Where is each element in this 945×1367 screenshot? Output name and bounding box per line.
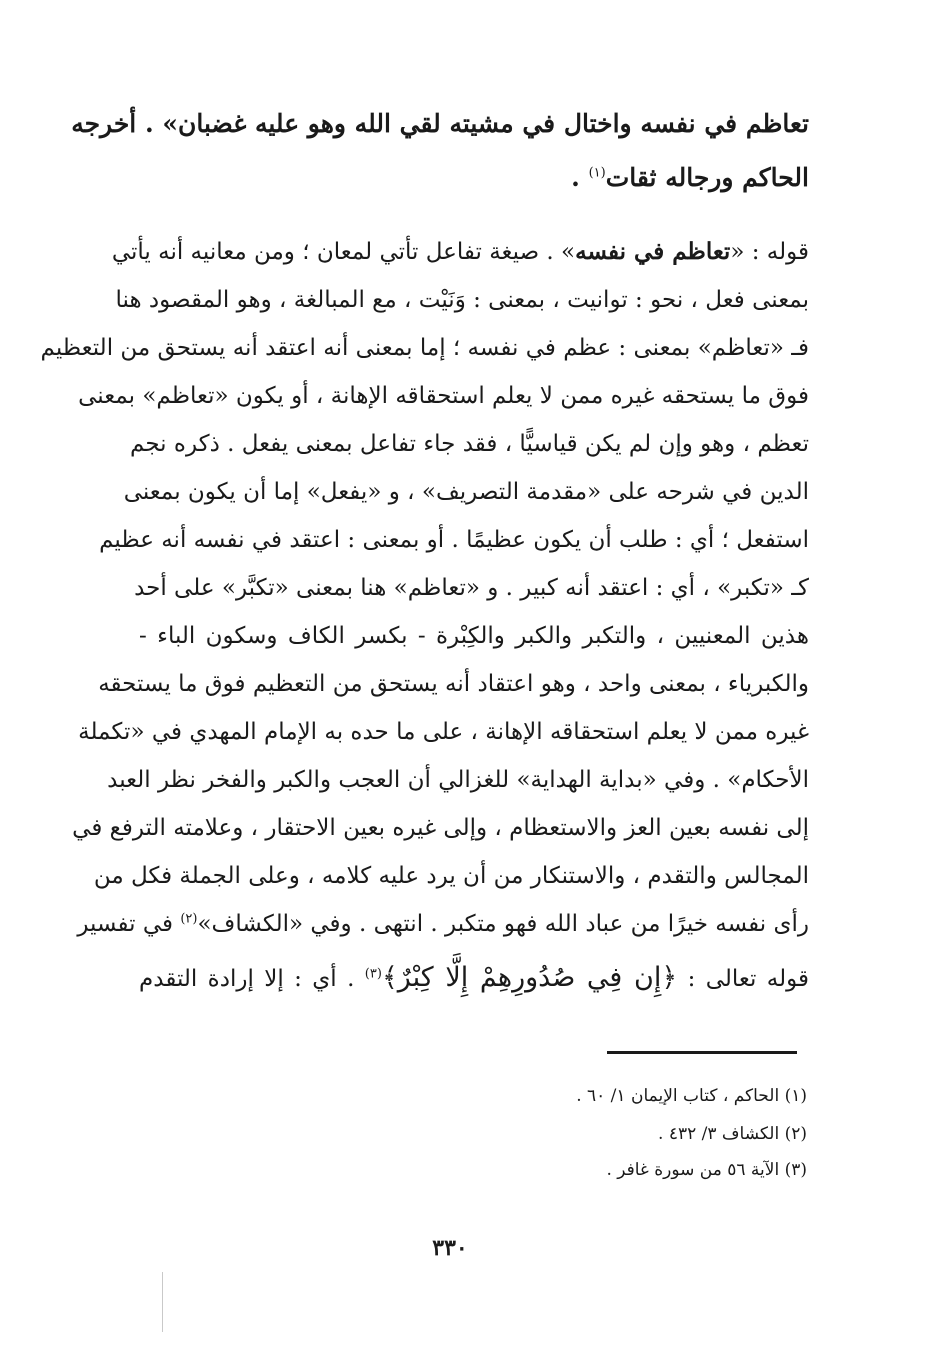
text-line-17-content: رأى نفسه خيرًا من عباد الله فهو متكبر . انتهى . وفي «الكشاف»	[197, 911, 809, 937]
text-line-18-tail: . أي : إلا إرادة التقدم	[139, 966, 355, 992]
text-line-14	[107, 762, 809, 800]
text-line-16	[93, 858, 809, 896]
footnote-3-text: (٣) الآية ٥٦ من سورة غافر .	[606, 1160, 807, 1180]
text-line-1	[71, 106, 809, 144]
text-line-16-content: المجالس والتقدم ، والاستنكار من أن يرد عليه كلامه ، وعلى الجملة فكل من	[93, 863, 809, 889]
footnote-2-text: (٢) الكشاف ٣/ ٤٣٢ .	[658, 1124, 807, 1144]
page-number: ٣٣٠	[432, 1235, 468, 1261]
footnote-ref-2: (٢)	[180, 911, 198, 927]
text-line-7	[130, 426, 809, 464]
footnote-1	[307, 1083, 807, 1111]
text-line-7-content: تعظم ، وهو وإن لم يكن قياسيًّا ، فقد جاء تفاعل بمعنى يفعل . ذكره نجم	[130, 431, 809, 457]
text-line-3	[111, 234, 809, 272]
heading-suffix: » . صيغة تفاعل تأتي لمعان ؛ ومن معانيه أنه يأتي	[111, 239, 576, 265]
text-line-15-content: إلى نفسه بعين العز والاستعظام ، وإلى غيره بعين الاحتقار ، وعلامته الترفع في	[72, 815, 809, 841]
text-line-13	[78, 714, 809, 752]
text-line-1-content: تعاظم في نفسه واختال في مشيته لقي الله وهو عليه غضبان» . أخرجه	[71, 109, 809, 138]
sentence-end: .	[571, 163, 589, 192]
bold-phrase: تعاظم في نفسه	[575, 238, 731, 265]
text-line-18	[139, 960, 809, 998]
text-line-2-content: الحاكم ورجاله ثقات	[605, 163, 809, 192]
text-line-8-content: الدين في شرحه على «مقدمة التصريف» ، و «يفعل» إما أن يكون بمعنى	[123, 479, 809, 505]
text-line-12-content: والكبرياء ، بمعنى واحد ، وهو اعتقاد أنه يستحق من التعظيم فوق ما يستحقه	[98, 671, 809, 697]
text-line-14-content: الأحكام» . وفي «بداية الهداية» للغزالي أن العجب والكبر والفخر نظر العبد	[107, 767, 809, 793]
text-line-15	[72, 810, 809, 848]
footnote-separator	[607, 1051, 797, 1054]
footnote-1-text: (١) الحاكم ، كتاب الإيمان ١/ ٦٠ .	[576, 1086, 807, 1106]
footnote-ref-1: (١)	[588, 165, 606, 181]
text-line-10	[134, 570, 809, 608]
quran-verse: ﴿إِن فِي صُدُورِهِمْ إِلَّا كِبْرٌ﴾	[381, 962, 678, 993]
text-line-4-content: بمعنى فعل ، نحو : توانيت ، بمعنى : وَنَيْت ، مع المبالغة ، وهو المقصود هنا	[115, 287, 809, 313]
text-line-5	[40, 330, 809, 368]
footnote-3	[307, 1157, 807, 1185]
text-line-10-content: كـ «تكبر» ، أي : اعتقد أنه كبير . و «تعاظم» هنا بمعنى «تكبَّر» على أحد	[134, 575, 809, 601]
text-line-6	[78, 378, 809, 416]
scan-artifact-line	[162, 1272, 163, 1332]
text-line-8	[123, 474, 809, 512]
text-line-17-tail: في تفسير	[77, 911, 174, 937]
text-line-9-content: استفعل ؛ أي : طلب أن يكون عظيمًا . أو بمعنى : اعتقد في نفسه أنه عظيم	[99, 527, 809, 553]
text-line-12	[98, 666, 809, 704]
heading-prefix: قوله : «	[730, 239, 809, 265]
footnote-ref-3: (٣)	[364, 966, 382, 982]
footnote-2	[307, 1121, 807, 1149]
text-line-13-content: غيره ممن لا يعلم استحقاقه الإهانة ، على ما حده به الإمام المهدي في «تكملة	[78, 719, 809, 745]
text-line-11	[139, 618, 809, 656]
text-line-4	[115, 282, 809, 320]
text-line-2	[139, 160, 809, 198]
text-line-11-content: هذين المعنيين ، والتكبر والكبر والكِبْرة - بكسر الكاف وسكون الباء -	[139, 623, 809, 649]
text-line-17	[77, 906, 809, 944]
text-line-9	[99, 522, 809, 560]
text-line-5-content: فـ «تعاظم» بمعنى : عظم في نفسه ؛ إما بمعنى أنه اعتقد أنه يستحق من التعظيم	[40, 335, 809, 361]
text-line-6-content: فوق ما يستحقه غيره ممن لا يعلم استحقاقه الإهانة ، أو يكون «تعاظم» بمعنى	[78, 383, 809, 409]
text-line-18-content: قوله تعالى :	[687, 966, 810, 992]
